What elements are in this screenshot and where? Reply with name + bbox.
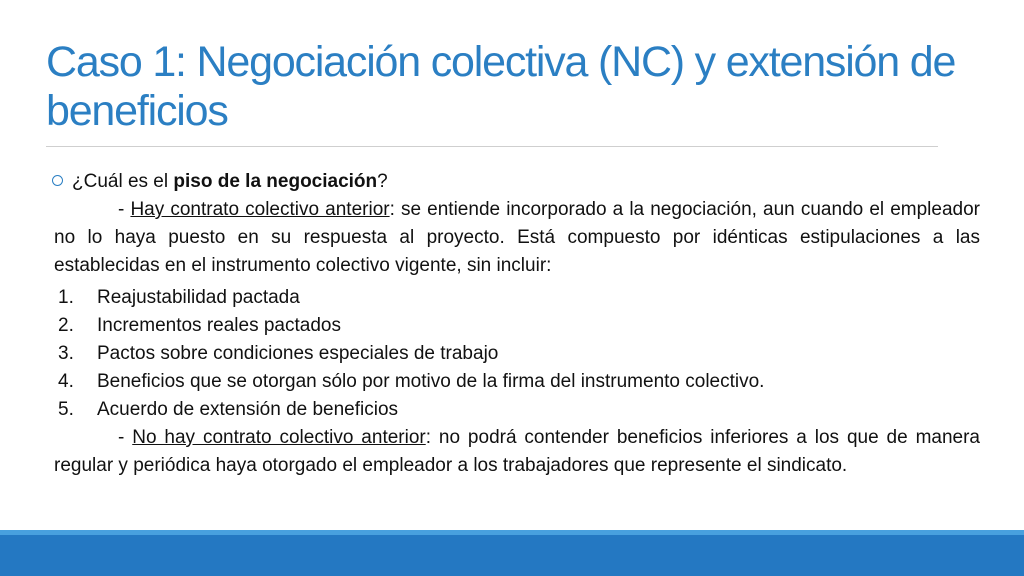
para2-heading: No hay contrato colectivo anterior bbox=[132, 427, 426, 448]
list-item-number: 3. bbox=[58, 343, 74, 364]
para1-dash: - bbox=[118, 199, 131, 220]
list-item bbox=[54, 368, 980, 396]
list-item bbox=[54, 396, 980, 424]
footer-accent-line bbox=[0, 530, 1024, 535]
paragraph-no-contract bbox=[54, 424, 980, 480]
footer-bar bbox=[0, 530, 1024, 576]
list-item-number: 2. bbox=[58, 315, 74, 336]
question-prefix: ¿Cuál es el bbox=[72, 171, 174, 192]
list-item-number: 5. bbox=[58, 399, 74, 420]
slide-content bbox=[54, 168, 980, 480]
exclusions-list bbox=[54, 284, 980, 424]
list-item bbox=[54, 312, 980, 340]
question-suffix: ? bbox=[377, 171, 388, 192]
list-item bbox=[54, 340, 980, 368]
slide-title: Caso 1: Negociación colectiva (NC) y extensión de beneficios bbox=[46, 38, 956, 135]
list-item-text: Reajustabilidad pactada bbox=[97, 287, 300, 308]
paragraph-contract-exists bbox=[54, 196, 980, 280]
list-item-number: 1. bbox=[58, 287, 74, 308]
para1-heading: Hay contrato colectivo anterior bbox=[130, 199, 390, 220]
para1-text: : se entiende incorporado a la negociación, aun cuando el empleador no lo haya puesto en su respuesta al proyecto. Está compuesto por idénticas estipulaciones a las establecidas en el instrumento colectivo vigente, sin incluir: bbox=[54, 199, 980, 276]
list-item-number: 4. bbox=[58, 371, 74, 392]
circle-bullet-icon bbox=[52, 175, 63, 186]
list-item-text: Incrementos reales pactados bbox=[97, 315, 341, 336]
para2-dash: - bbox=[118, 427, 133, 448]
list-item bbox=[54, 284, 980, 312]
list-item-text: Beneficios que se otorgan sólo por motivo de la firma del instrumento colectivo. bbox=[97, 371, 765, 392]
para2-text: : no podrá contender beneficios inferiores a los que de manera regular y periódica haya otorgado el empleador a los trabajadores que represente el sindicato. bbox=[54, 427, 980, 476]
title-divider bbox=[46, 146, 938, 147]
question-line bbox=[54, 168, 980, 196]
list-item-text: Pactos sobre condiciones especiales de trabajo bbox=[97, 343, 499, 364]
list-item-text: Acuerdo de extensión de beneficios bbox=[97, 399, 399, 420]
question-bold: piso de la negociación bbox=[173, 171, 378, 192]
